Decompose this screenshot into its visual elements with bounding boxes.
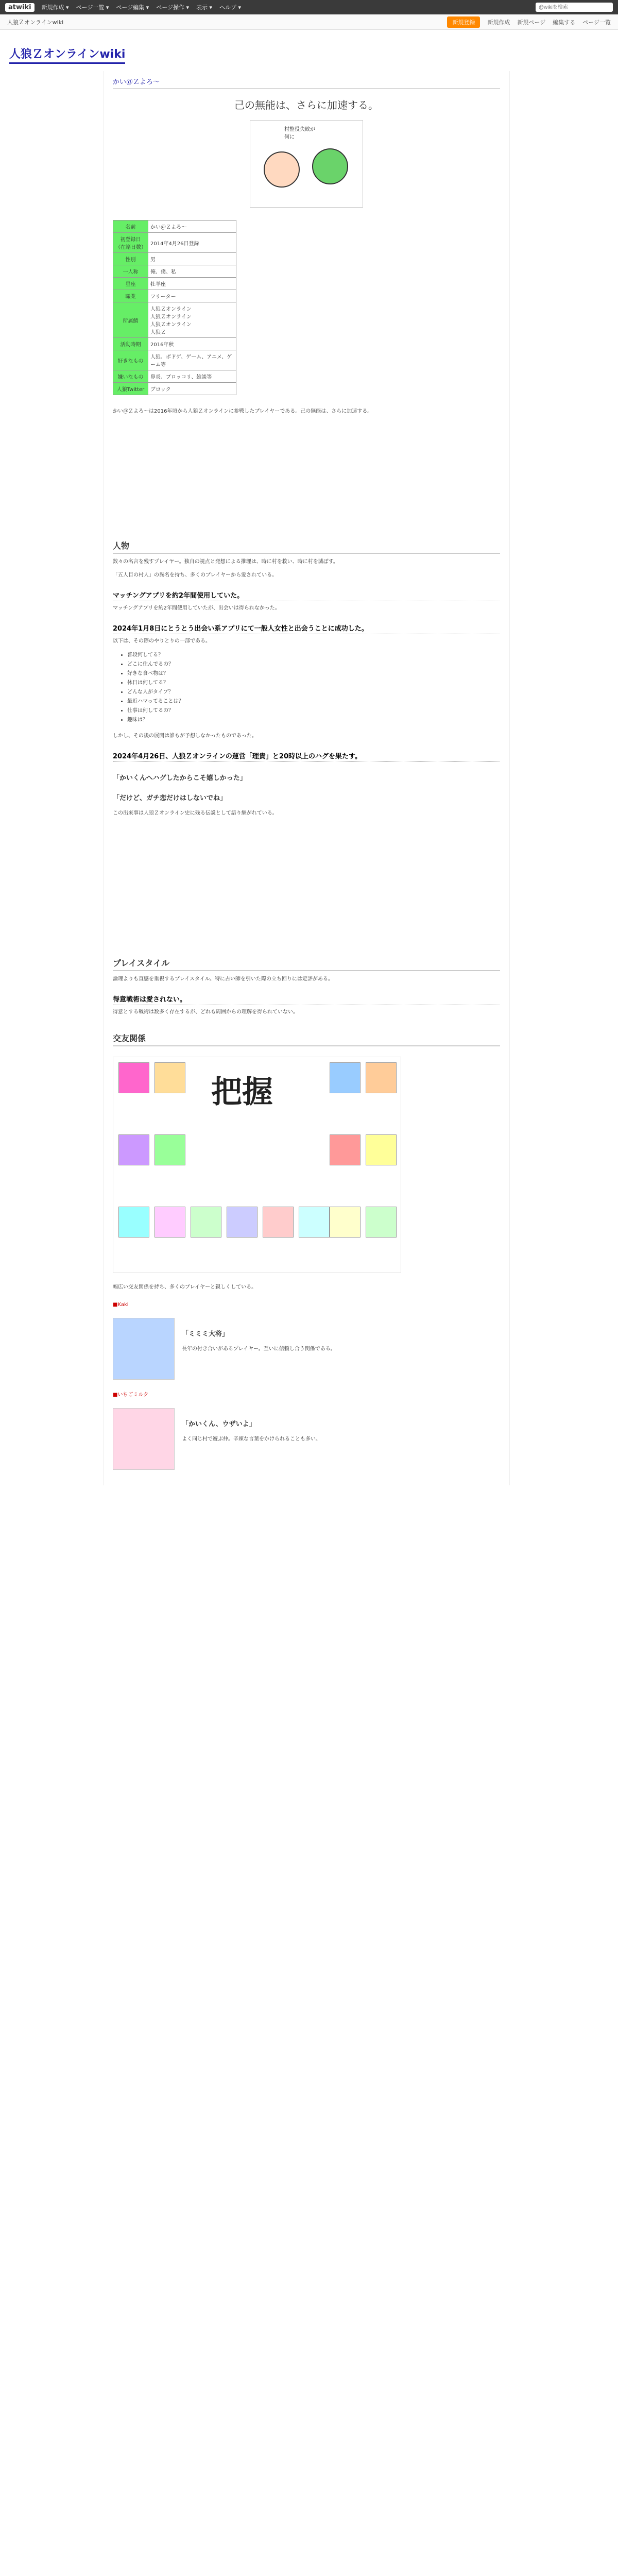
infobox-row	[113, 338, 236, 350]
legend-p: この出来事は人狼Ｚオンライン史に残る伝説として語り継がれている。	[113, 810, 278, 816]
action-page-list[interactable]: ページ一覧	[582, 19, 611, 26]
style-p: 論理よりも直感を重視するプレイスタイル。特に占い師を引いた際の立ち回りには定評がある。	[113, 976, 333, 982]
friend-quote: 「かいくん、ウザいよ」	[182, 1420, 256, 1428]
infobox-value: 男	[148, 253, 236, 265]
register-button[interactable]: 新規登録	[447, 16, 480, 28]
infobox-row	[113, 221, 236, 233]
avatar	[191, 1207, 221, 1238]
infobox-value: 牡羊座	[148, 278, 236, 290]
section-matching: マッチングアプリを約2年間使用していた。	[113, 590, 500, 601]
person-p1: 数々の名言を残すプレイヤー。独自の視点と発想による推理は、時に村を救い、時に村を滅ぼす。	[113, 559, 338, 565]
hero-caption: 村整役失敗が 何に	[284, 127, 315, 140]
section-0426: 2024年4月26日、人狼Ｚオンラインの運営「理貴」と20時以上のハグを果たす。	[113, 751, 500, 762]
avatar	[263, 1207, 294, 1238]
infobox-row	[113, 370, 236, 383]
menu-new[interactable]: 新規作成 ▾	[41, 4, 69, 11]
person-p2: 「五人目の村人」の異名を持ち、多くのプレイヤーから愛されている。	[113, 572, 278, 578]
site-name[interactable]: 人狼Ｚオンラインwiki	[7, 19, 64, 26]
infobox-row	[113, 350, 236, 370]
friends-p: 幅広い交友関係を持ち、多くのプレイヤーと親しくしている。	[113, 1284, 257, 1290]
infobox-value: ブロック	[148, 383, 236, 395]
wiki-title[interactable]: 人狼Ｚオンラインwiki	[9, 45, 125, 64]
infobox-key: 好きなもの	[113, 350, 148, 370]
avatar	[227, 1207, 258, 1238]
infobox-row	[113, 383, 236, 395]
avatar	[118, 1062, 149, 1093]
section-person: 人物	[113, 539, 500, 554]
action-new[interactable]: 新規作成	[487, 19, 510, 26]
quote-2: 「だけど、ガチ恋だけはしないでね」	[113, 794, 227, 802]
avatar	[366, 1062, 397, 1093]
action-new-page[interactable]: 新規ページ	[517, 19, 546, 26]
avatar	[113, 1408, 175, 1470]
infobox-value: 俺、僕、私	[148, 265, 236, 278]
friend-text: よく同じ村で遊ぶ仲。辛辣な言葉をかけられることも多い。	[182, 1436, 321, 1442]
friend-card	[113, 1408, 500, 1470]
infobox-key: 嫌いなもの	[113, 370, 148, 383]
profile-infobox	[113, 220, 236, 395]
infobox-value: 人狼Ｚオンライン 人狼Ｚオンライン 人狼Ｚオンライン 人狼Ｚ	[148, 302, 236, 338]
friend-label: ■いちごミルク	[113, 1392, 149, 1398]
hero-image	[250, 120, 363, 208]
left-sidebar	[0, 71, 103, 1485]
infobox-value: 鼻炎、ブロッコリ、雑談等	[148, 370, 236, 383]
list-item: • 休日は何してる？	[127, 679, 500, 688]
avatar	[154, 1207, 185, 1238]
avatar	[330, 1207, 360, 1238]
list-item: • どんな人がタイプ？	[127, 688, 500, 697]
list-item: • 最近ハマってることは？	[127, 697, 500, 706]
infobox-key: 人狼Twitter	[113, 383, 148, 395]
friend-quote: 「ミミミ大将」	[182, 1330, 229, 1338]
list-item: • どこに住んでるの？	[127, 660, 500, 669]
infobox-row	[113, 302, 236, 338]
catchphrase: 己の無能は、さらに加速する。	[234, 99, 379, 111]
character-right	[312, 148, 348, 184]
avatar	[330, 1134, 360, 1165]
tactics-p: 得意とする戦術は数多く存在するが、どれも周囲からの理解を得られていない。	[113, 1009, 298, 1015]
menu-help[interactable]: ヘルプ ▾	[219, 4, 242, 11]
section-2024: 2024年1月8日にとうとう出会い系アプリにて一般人女性と出会うことに成功した。	[113, 623, 500, 634]
intro-text: かい＠Ｚよろ〜は2016年頃から人狼Ｚオンラインに参戦したプレイヤーである。己の無能は、さらに加速する。	[113, 409, 373, 414]
avatar	[113, 1318, 175, 1380]
infobox-row	[113, 290, 236, 302]
avatar	[366, 1134, 397, 1165]
infobox-key: 名前	[113, 221, 148, 233]
character-left	[264, 151, 300, 188]
avatar	[299, 1207, 330, 1238]
menu-page-edit[interactable]: ページ編集 ▾	[116, 4, 149, 11]
menu-view[interactable]: 表示 ▾	[196, 4, 213, 11]
infobox-row	[113, 233, 236, 253]
infobox-key: 性別	[113, 253, 148, 265]
aftermath-p: しかし、その後の展開は誰もが予想しなかったものであった。	[113, 733, 257, 739]
avatar	[330, 1062, 360, 1093]
infobox-key: 活動時期	[113, 338, 148, 350]
wiki-header	[0, 30, 618, 71]
section-friends: 交友関係	[113, 1032, 500, 1046]
question-list	[127, 651, 500, 725]
top-navbar	[0, 0, 618, 14]
matching-p: マッチングアプリを約2年間使用していたが、出会いは得られなかった。	[113, 605, 280, 611]
menu-page-list[interactable]: ページ一覧 ▾	[76, 4, 109, 11]
action-edit[interactable]: 編集する	[553, 19, 576, 26]
right-sidebar	[510, 71, 618, 1485]
infobox-row	[113, 253, 236, 265]
quote-1: 「かいくんへハグしたからこそ嬉しかった」	[113, 774, 247, 782]
list-item: • 仕事は何してるの？	[127, 706, 500, 716]
friend-card	[113, 1318, 500, 1380]
collage-word: 把握	[211, 1074, 273, 1110]
meetup-p: 以下は、その際のやりとりの一部である。	[113, 638, 211, 644]
avatar	[118, 1207, 149, 1238]
infobox-value: フリーター	[148, 290, 236, 302]
section-style: プレイスタイル	[113, 957, 500, 971]
list-item: • 趣味は？	[127, 716, 500, 725]
section-tactics: 得意戦術は愛されない。	[113, 994, 500, 1005]
infobox-value: 2014年4月26日登録	[148, 233, 236, 253]
list-item: • 普段何してる？	[127, 651, 500, 660]
avatar	[366, 1207, 397, 1238]
avatar	[154, 1062, 185, 1093]
infobox-key: 一人称	[113, 265, 148, 278]
friends-collage	[113, 1057, 401, 1273]
friend-text: 長年の付き合いがあるプレイヤー。互いに信頼し合う関係である。	[182, 1346, 336, 1352]
avatar	[118, 1134, 149, 1165]
main-content	[103, 71, 510, 1485]
infobox-row	[113, 265, 236, 278]
spacer	[113, 823, 500, 941]
infobox-key: 職業	[113, 290, 148, 302]
infobox-row	[113, 278, 236, 290]
list-item: • 好きな食べ物は？	[127, 669, 500, 679]
avatar	[154, 1134, 185, 1165]
atwiki-logo[interactable]: atwiki	[5, 3, 35, 12]
spacer	[113, 421, 500, 524]
search-input[interactable]	[536, 3, 613, 12]
infobox-value: 人狼、ボドゲ、ゲーム、アニメ、ゲーム等	[148, 350, 236, 370]
infobox-key: 所属鯖	[113, 302, 148, 338]
sub-navbar	[0, 14, 618, 30]
friend-label: ■Kaki	[113, 1302, 129, 1308]
infobox-key: 星座	[113, 278, 148, 290]
infobox-key: 初登録日（在籍日数）	[113, 233, 148, 253]
infobox-value: 2016年秋	[148, 338, 236, 350]
page-title: かい＠Ｚよろ〜	[113, 76, 500, 89]
infobox-value: かい＠Ｚよろ〜	[148, 221, 236, 233]
menu-page-ops[interactable]: ページ操作 ▾	[156, 4, 190, 11]
